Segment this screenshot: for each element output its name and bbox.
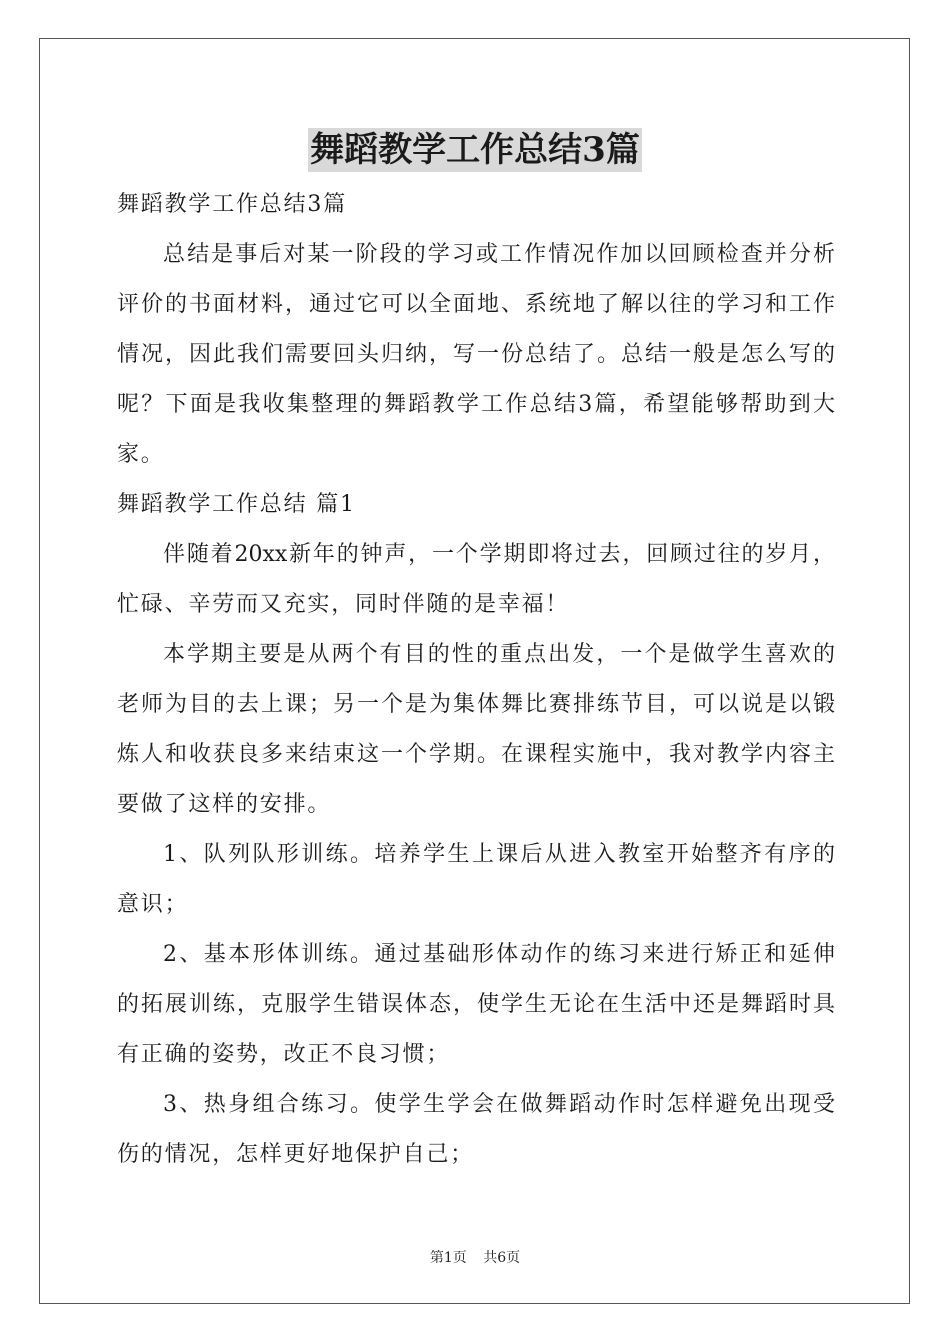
page-total: 共6页 [483,1250,521,1266]
document-title: 舞蹈教学工作总结3篇 [310,130,640,170]
text-line: 评价的书面材料，通过它可以全面地、系统地了解以往的学习和工作 [117,292,835,317]
text-line: 本学期主要是从两个有目的性的重点出发，一个是做学生喜欢的 [163,642,835,667]
text-line: 忙碌、辛劳而又充实，同时伴随的是幸福！ [117,592,570,617]
text-line: 1、队列队形训练。培养学生上课后从进入教室开始整齐有序的 [163,842,835,867]
text-line: 2、基本形体训练。通过基础形体动作的练习来进行矫正和延伸 [163,942,835,967]
text-line: 3、热身组合练习。使学生学会在做舞蹈动作时怎样避免出现受 [163,1092,835,1117]
document-body [117,180,835,1180]
page-number: 第1页 [429,1250,467,1266]
text-line: 要做了这样的安排。 [117,792,332,817]
text-line: 伤的情况，怎样更好地保护自己； [117,1142,475,1167]
text-line: 舞蹈教学工作总结 篇1 [117,492,356,517]
title-container [0,128,950,172]
page-footer [0,1247,950,1267]
text-line: 炼人和收获良多来结束这一个学期。在课程实施中，我对教学内容主 [117,742,835,767]
text-line: 老师为目的去上课；另一个是为集体舞比赛排练节目，可以说是以锻 [117,692,835,717]
text-line: 总结是事后对某一阶段的学习或工作情况作加以回顾检查并分析 [163,242,835,267]
text-line: 伴随着20xx新年的钟声，一个学期即将过去，回顾过往的岁月， [163,542,835,567]
text-line: 意识； [117,892,189,917]
text-line: 家。 [117,442,165,467]
text-line: 舞蹈教学工作总结3篇 [117,192,347,217]
text-line: 情况，因此我们需要回头归纳，写一份总结了。总结一般是怎么写的 [117,342,835,367]
text-line: 有正确的姿势，改正不良习惯； [117,1042,451,1067]
text-line: 呢？下面是我收集整理的舞蹈教学工作总结3篇，希望能够帮助到大 [117,392,835,417]
text-line: 的拓展训练，克服学生错误体态，使学生无论在生活中还是舞蹈时具 [117,992,835,1017]
